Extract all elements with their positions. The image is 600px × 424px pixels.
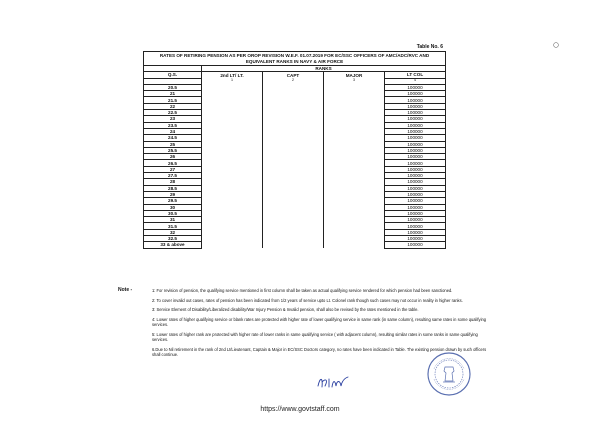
- lt-col-cell: 100000: [385, 223, 446, 229]
- note-item: 3: Service Element of Disability/Liberalized disability/War Injury Pension & Invalid pension, shall also be revised by the rates mentioned in the table.: [152, 307, 419, 313]
- lt-col-cell: 100000: [385, 110, 446, 116]
- lt-col-cell: 100000: [385, 185, 446, 191]
- qs-cell: 22: [144, 103, 202, 109]
- lt-col-cell: 100000: [385, 242, 446, 248]
- lt-col-cell: 100000: [385, 154, 446, 160]
- qs-cell: 33 & above: [144, 242, 202, 248]
- lt-col-cell: 100000: [385, 147, 446, 153]
- table-row: [144, 242, 446, 248]
- punch-hole-icon: [553, 42, 559, 48]
- qs-cell: 28: [144, 179, 202, 185]
- lt-col-cell: 100000: [385, 84, 446, 90]
- qs-cell: 32: [144, 229, 202, 235]
- footer-url: https://www.govtstaff.com: [260, 406, 340, 413]
- lt-col-cell: 100000: [385, 210, 446, 216]
- qs-cell: 32.5: [144, 236, 202, 242]
- header-2nd-lt: 2nd LT/ LT.: [202, 72, 263, 78]
- pension-rates-table: [143, 51, 446, 249]
- lt-col-cell: 100000: [385, 141, 446, 147]
- lt-col-cell: 100000: [385, 116, 446, 122]
- empty-cell-capt: [263, 242, 324, 248]
- table-body: [144, 52, 446, 249]
- header-qs: Q.S.: [144, 72, 202, 78]
- qs-cell: 24: [144, 128, 202, 134]
- lt-col-cell: 100000: [385, 173, 446, 179]
- qs-cell: 22.5: [144, 110, 202, 116]
- note-item: 2: To cover invalid out cases, rates of pension has been indicated from 1/2 years of service upto Lt. Colonel rank though such cases may not occur in reality in higher ranks.: [152, 297, 463, 303]
- qs-cell: 27.5: [144, 173, 202, 179]
- office-seal-stamp-icon: [426, 351, 472, 397]
- qs-cell: 21: [144, 91, 202, 97]
- lt-col-cell: 100000: [385, 179, 446, 185]
- header-capt: CAPT: [263, 72, 324, 78]
- table-number: Table No. 6: [416, 44, 443, 50]
- lt-col-cell: 100000: [385, 122, 446, 128]
- note-item: 4: Lower rates of higher qualifying service or blank rates are protected with higher rate of lower qualifying service in same rank (in same column), resulting same rates in some qualifying services.: [152, 316, 487, 328]
- header-major: MAJOR: [324, 72, 385, 78]
- qs-cell: 31: [144, 217, 202, 223]
- lt-col-cell: 100000: [385, 191, 446, 197]
- qs-cell: 25: [144, 141, 202, 147]
- empty-cell-major: [324, 242, 385, 248]
- note-item: 6.Due to Nil retirement in the rank of 2nd Lt/Lieutenant, Captain & Major in EC/SSC Doctors category, no rates have been indicated in Table. The existing pension drawn by such officers shall continue.: [152, 346, 487, 358]
- lt-col-cell: 100000: [385, 166, 446, 172]
- empty-cell-2nd-lt: [202, 242, 263, 248]
- ranks-label: RANKS: [202, 66, 446, 72]
- qs-cell: 27: [144, 166, 202, 172]
- lt-col-cell: 100000: [385, 97, 446, 103]
- lt-col-cell: 100000: [385, 160, 446, 166]
- col-number-2: 2: [263, 78, 324, 84]
- qs-cell: 30: [144, 204, 202, 210]
- qs-cell: 31.5: [144, 223, 202, 229]
- note-item: 5: Lower rates of higher rank are protected with higher rate of lower ranks in same qualifying service ( with adjacent column), resulting similar rates in some ranks in same qualifying services.: [152, 331, 478, 343]
- col-number-1: 1: [202, 78, 263, 84]
- header-lt-col: LT COL: [385, 72, 446, 78]
- lt-col-cell: 100000: [385, 198, 446, 204]
- title-row: [144, 52, 446, 66]
- lt-col-cell: 100000: [385, 103, 446, 109]
- lt-col-cell: 100000: [385, 204, 446, 210]
- qs-cell: 26.5: [144, 160, 202, 166]
- qs-cell: 21.5: [144, 97, 202, 103]
- qs-cell: 25.5: [144, 147, 202, 153]
- col-number-4: 4: [385, 78, 446, 84]
- qs-cell: 29.5: [144, 198, 202, 204]
- qs-cell: 24.5: [144, 135, 202, 141]
- qs-cell: 23.5: [144, 122, 202, 128]
- lt-col-cell: 100000: [385, 229, 446, 235]
- qs-cell: 20.5: [144, 84, 202, 90]
- qs-cell: 29: [144, 191, 202, 197]
- table-title: RATES OF RETIRING PENSION AS PER OROP REVISION W.E.F. 01.07.2019 FOR EC/SSC OFFICERS OF AMC/ADC/RVC AND EQUIVALENT RANKS IN NAVY & AIR FORCE: [144, 52, 446, 66]
- handwritten-signature-icon: [316, 374, 350, 390]
- lt-col-cell: 100000: [385, 135, 446, 141]
- lt-col-cell: 100000: [385, 91, 446, 97]
- qs-cell: 30.5: [144, 210, 202, 216]
- qs-cell: 23: [144, 116, 202, 122]
- lt-col-cell: 100000: [385, 128, 446, 134]
- qs-cell: 28.5: [144, 185, 202, 191]
- lt-col-cell: 100000: [385, 217, 446, 223]
- note-label: Note -: [118, 287, 133, 293]
- lt-col-cell: 100000: [385, 236, 446, 242]
- qs-cell: 26: [144, 154, 202, 160]
- note-item: 1: For revision of pension, the qualifying service mentioned in first column shall be taken as actual qualifying service rendered for which pension had been sanctioned.: [152, 288, 453, 293]
- col-number-3: 3: [324, 78, 385, 84]
